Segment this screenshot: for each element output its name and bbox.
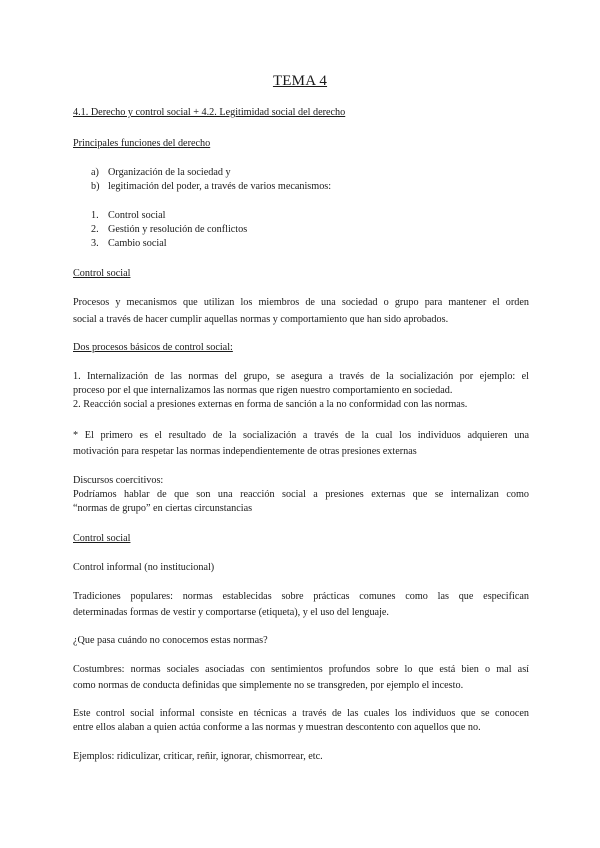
control-social-heading-2: Control social — [73, 533, 131, 544]
paragraph-line: motivación para respetar las normas independientemente de otras presiones externas — [73, 446, 417, 457]
ejemplos-line: Ejemplos: ridiculizar, criticar, reñir, ignorar, chismorrear, etc. — [73, 751, 323, 762]
list-marker: a) — [91, 167, 99, 178]
list-marker: 1. — [91, 210, 99, 221]
paragraph-line: Costumbres: normas sociales asociadas con sentimientos profundos sobre lo que está bien o mal así — [73, 664, 529, 675]
dos-procesos-list — [73, 370, 529, 412]
paragraph-line: * El primero es el resultado de la socialización a través de la cual los individuos adquieren una — [73, 430, 529, 441]
este-control-paragraph — [73, 707, 529, 735]
principales-heading: Principales funciones del derecho — [73, 138, 211, 149]
paragraph-line: Procesos y mecanismos que utilizan los miembros de una sociedad o grupo para mantener el orden — [73, 297, 529, 308]
section-heading: 4.1. Derecho y control social + 4.2. Legitimidad social del derecho — [73, 107, 346, 118]
paragraph-line: determinadas formas de vestir y comportarse (etiqueta), y el uso del lenguaje. — [73, 607, 389, 618]
number-item-3 — [91, 237, 167, 251]
control-social-paragraph — [73, 296, 529, 327]
tradiciones-paragraph — [73, 590, 529, 620]
question-line: ¿Que pasa cuándo no conocemos estas normas? — [73, 635, 268, 646]
paragraph-line: como normas de conducta definidas que simplemente no se transgreden, por ejemplo el incesto. — [73, 680, 464, 691]
list-item-text: Control social — [108, 210, 166, 221]
costumbres-paragraph — [73, 663, 529, 693]
paragraph-line: “normas de grupo” en ciertas circunstancias — [73, 503, 253, 514]
paragraph-line: 1. Internalización de las normas del grupo, se asegura a través de la socialización por ejemplo: el — [73, 371, 529, 382]
paragraph-line: Este control social informal consiste en técnicas a través de las cuales los individuos que se conocen — [73, 708, 529, 719]
letter-item-a — [91, 166, 231, 180]
list-marker: 2. — [91, 224, 99, 235]
paragraph-line: entre ellos alaban a quien actúa conforme a las normas y muestran descontento con aquellos que no. — [73, 722, 481, 733]
list-item-text: Cambio social — [108, 238, 167, 249]
list-item-text: legitimación del poder, a través de varios mecanismos: — [108, 181, 332, 192]
list-item-text: Organización de la sociedad y — [108, 167, 231, 178]
paragraph-line: proceso por el que internalizamos las normas que rigen nuestro comportamiento en sociedad. — [73, 385, 453, 396]
letter-item-b — [91, 180, 331, 194]
list-marker: 3. — [91, 238, 99, 249]
paragraph-line: social a través de hacer cumplir aquellas normas y comportamiento que han sido aprobados. — [73, 314, 449, 325]
list-item-text: Gestión y resolución de conflictos — [108, 224, 248, 235]
number-item-1 — [91, 209, 165, 223]
control-informal-heading: Control informal (no institucional) — [73, 562, 215, 573]
paragraph-line: Tradiciones populares: normas establecidas sobre prácticas comunes como las que especifican — [73, 591, 529, 602]
dos-procesos-heading: Dos procesos básicos de control social: — [73, 342, 233, 353]
note-paragraph — [73, 429, 529, 459]
discursos-paragraph — [73, 474, 529, 516]
list-marker: b) — [91, 181, 100, 192]
page-title: TEMA 4 — [272, 73, 328, 89]
number-item-2 — [91, 223, 247, 237]
paragraph-line: 2. Reacción social a presiones externas en forma de sanción a la no conformidad con las normas. — [73, 399, 468, 410]
discursos-heading: Discursos coercitivos: — [73, 475, 164, 486]
control-social-heading-1: Control social — [73, 268, 131, 279]
paragraph-line: Podríamos hablar de que son una reacción social a presiones externas que se internalizan como — [73, 489, 529, 500]
